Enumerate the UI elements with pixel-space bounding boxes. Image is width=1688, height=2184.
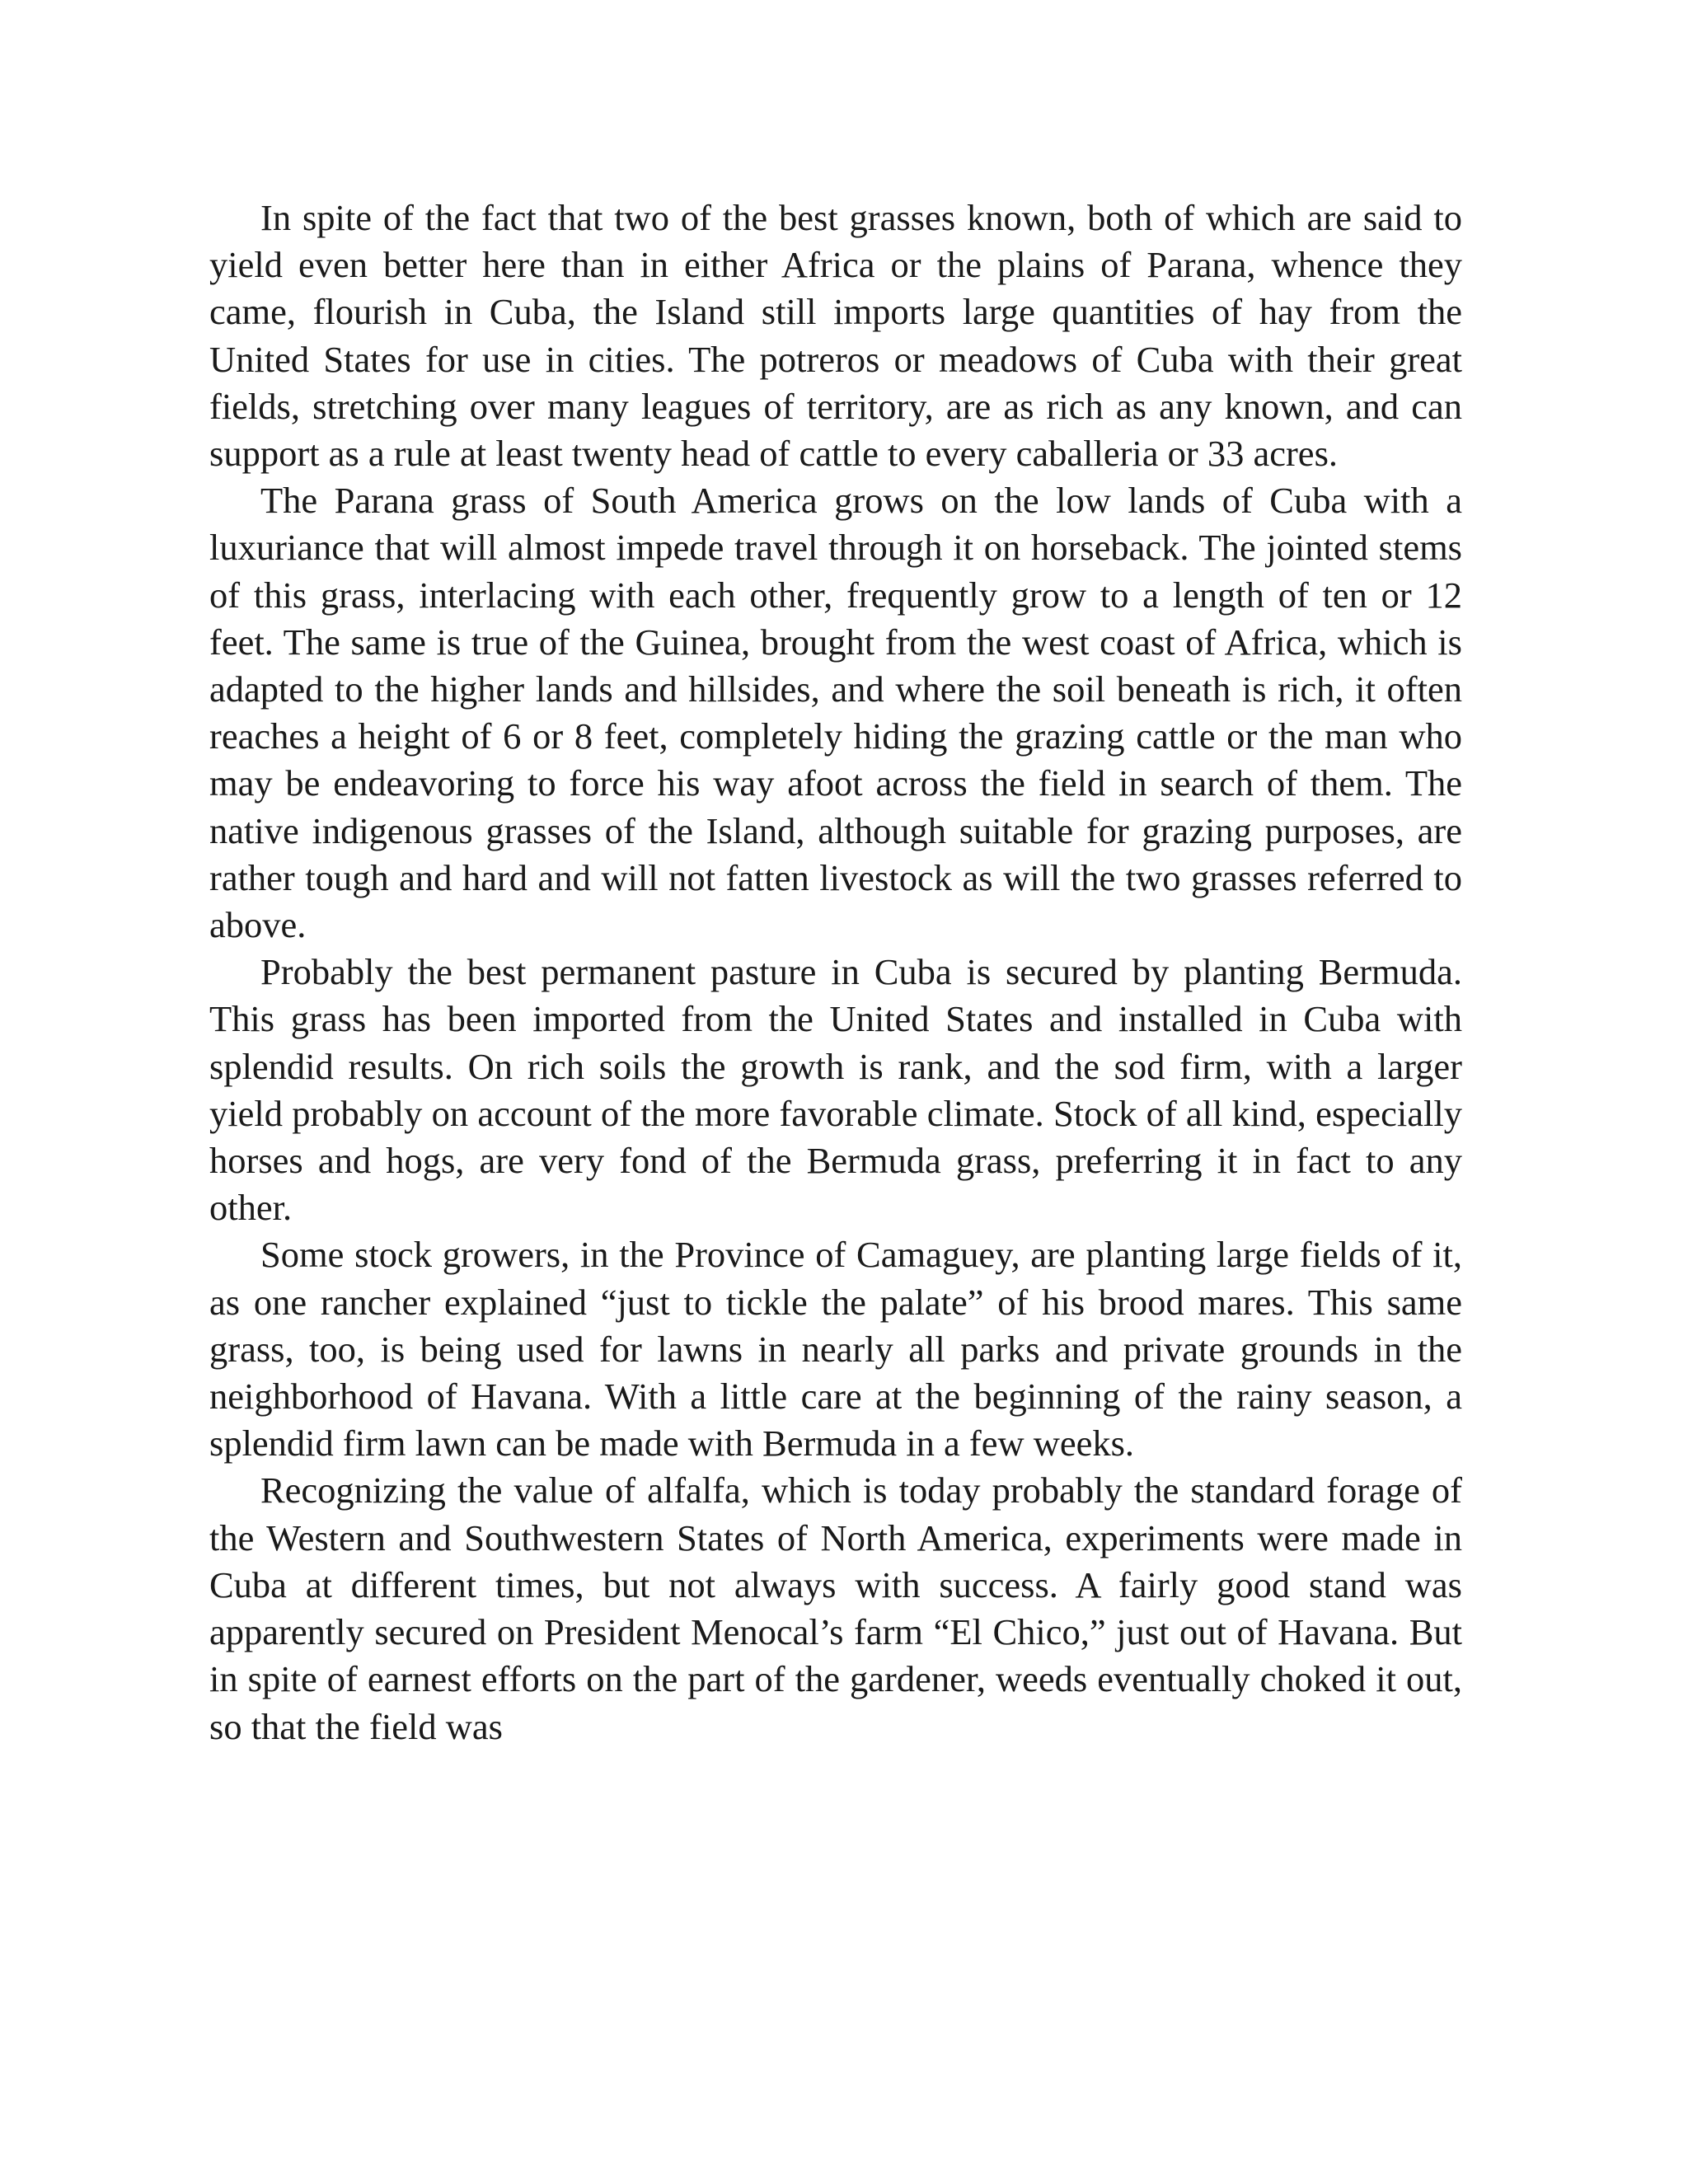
- paragraph-5: Recognizing the value of alfalfa, which is today probably the standard forage of the Western and Southwestern States of North America, experiments were made in Cuba at different times, but not always with success. A fairly good stand was apparently secured on President Menocal’s farm “El Chico,” just out of Havana. But in spite of earnest efforts on the part of the gardener, weeds eventually choked it out, so that the field was: [209, 1469, 1462, 1747]
- paragraph-3: Probably the best permanent pasture in Cuba is secured by planting Bermuda. This grass has been imported from the United States and installed in Cuba with splendid results. On rich soils the growth is rank, and the sod firm, with a larger yield probably on account of the more favorable climate. Stock of all kind, especially horses and hogs, are very fond of the Bermuda grass, preferring it in fact to any other.: [209, 951, 1462, 1229]
- paragraph-4: Some stock growers, in the Province of Camaguey, are planting large fields of it, as one rancher explained “just to tickle the palate” of his brood mares. This same grass, too, is being used for lawns in nearly all parks and private grounds in the neighborhood of Havana. With a little care at the beginning of the rainy season, a splendid firm lawn can be made with Bermuda in a few weeks.: [209, 1234, 1462, 1465]
- paragraph-2: The Parana grass of South America grows on the low lands of Cuba with a luxuriance that will almost impede travel through it on horseback. The jointed stems of this grass, interlacing with each other, frequently grow to a length of ten or 12 feet. The same is true of the Guinea, brought from the west coast of Africa, which is adapted to the higher lands and hillsides, and where the soil beneath is rich, it often reaches a height of 6 or 8 feet, completely hiding the grazing cattle or the man who may be endeavoring to force his way afoot across the field in search of them. The native indigenous grasses of the Island, although suitable for grazing purposes, are rather tough and hard and will not fatten livestock as will the two grasses referred to above.: [209, 480, 1462, 946]
- body-text: [209, 194, 1462, 1750]
- paragraph-1: In spite of the fact that two of the best grasses known, both of which are said to yield even better here than in either Africa or the plains of Parana, whence they came, flourish in Cuba, the Island still imports large quantities of hay from the United States for use in cities. The potreros or meadows of Cuba with their great fields, stretching over many leagues of territory, are as rich as any known, and can support as a rule at least twenty head of cattle to every caballeria or 33 acres.: [209, 197, 1462, 475]
